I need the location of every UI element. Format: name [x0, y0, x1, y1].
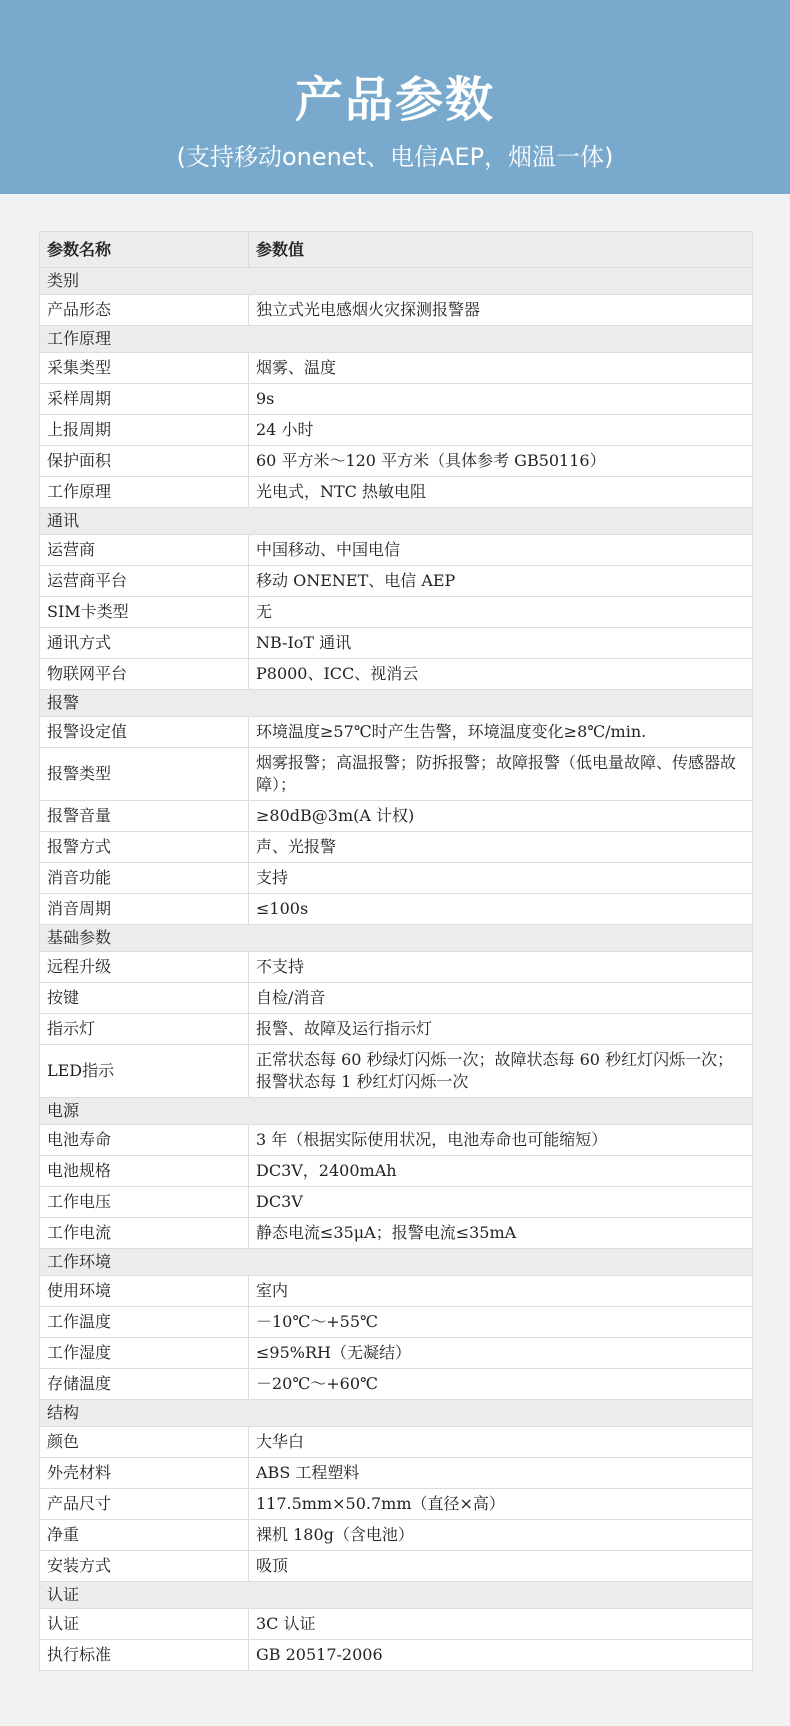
param-name: 采样周期 — [40, 384, 249, 415]
param-value: NB-IoT 通讯 — [249, 628, 753, 659]
param-value: 9s — [249, 384, 753, 415]
table-row — [40, 295, 753, 326]
param-name: 安装方式 — [40, 1551, 249, 1582]
table-row — [40, 717, 753, 748]
table-row — [40, 894, 753, 925]
param-value: 117.5mm×50.7mm（直径×高） — [249, 1489, 753, 1520]
table-row — [40, 415, 753, 446]
table-row — [40, 1014, 753, 1045]
param-value: 报警、故障及运行指示灯 — [249, 1014, 753, 1045]
table-row — [40, 1609, 753, 1640]
table-row — [40, 384, 753, 415]
table-row — [40, 566, 753, 597]
category-row — [40, 1098, 753, 1125]
table-row — [40, 477, 753, 508]
category-label: 基础参数 — [40, 925, 753, 952]
category-row — [40, 925, 753, 952]
param-value: －20℃～+60℃ — [249, 1369, 753, 1400]
param-name: 工作原理 — [40, 477, 249, 508]
table-row — [40, 535, 753, 566]
param-value: 3 年（根据实际使用状况，电池寿命也可能缩短） — [249, 1125, 753, 1156]
category-label: 工作原理 — [40, 326, 753, 353]
category-row — [40, 326, 753, 353]
param-name: 消音周期 — [40, 894, 249, 925]
page-subtitle: (支持移动onenet、电信AEP，烟温一体) — [176, 143, 614, 171]
param-value: 支持 — [249, 863, 753, 894]
param-name: 物联网平台 — [40, 659, 249, 690]
table-row — [40, 1551, 753, 1582]
table-row — [40, 863, 753, 894]
param-name: 报警设定值 — [40, 717, 249, 748]
table-row — [40, 1045, 753, 1098]
table-row — [40, 659, 753, 690]
param-value: 移动 ONENET、电信 AEP — [249, 566, 753, 597]
table-row — [40, 1276, 753, 1307]
param-name: 报警类型 — [40, 748, 249, 801]
param-value: DC3V — [249, 1187, 753, 1218]
page-header — [0, 0, 790, 194]
param-name: 按键 — [40, 983, 249, 1014]
table-row — [40, 952, 753, 983]
param-value: 光电式，NTC 热敏电阻 — [249, 477, 753, 508]
category-label: 类别 — [40, 268, 753, 295]
param-value: DC3V，2400mAh — [249, 1156, 753, 1187]
param-value: ≥80dB@3m(A 计权) — [249, 801, 753, 832]
param-name: 产品形态 — [40, 295, 249, 326]
table-row — [40, 1125, 753, 1156]
param-value: 裸机 180g（含电池） — [249, 1520, 753, 1551]
category-row — [40, 508, 753, 535]
table-row — [40, 1427, 753, 1458]
param-value: ≤100s — [249, 894, 753, 925]
param-name: 报警音量 — [40, 801, 249, 832]
param-value: 无 — [249, 597, 753, 628]
param-name: 工作温度 — [40, 1307, 249, 1338]
category-row — [40, 1582, 753, 1609]
param-name: 执行标准 — [40, 1640, 249, 1671]
param-name: LED指示 — [40, 1045, 249, 1098]
category-label: 电源 — [40, 1098, 753, 1125]
param-value: 独立式光电感烟火灾探测报警器 — [249, 295, 753, 326]
param-value: 静态电流≤35μA；报警电流≤35mA — [249, 1218, 753, 1249]
param-name: SIM卡类型 — [40, 597, 249, 628]
table-row — [40, 446, 753, 477]
param-value: 正常状态每 60 秒绿灯闪烁一次；故障状态每 60 秒红灯闪烁一次；报警状态每 1 秒红灯闪烁一次 — [249, 1045, 753, 1098]
param-value: 24 小时 — [249, 415, 753, 446]
table-row — [40, 1520, 753, 1551]
param-value: 环境温度≥57℃时产生告警，环境温度变化≥8℃/min. — [249, 717, 753, 748]
param-name: 电池规格 — [40, 1156, 249, 1187]
category-label: 通讯 — [40, 508, 753, 535]
param-name: 产品尺寸 — [40, 1489, 249, 1520]
spec-table-container — [39, 231, 752, 1671]
param-value: 吸顶 — [249, 1551, 753, 1582]
table-row — [40, 832, 753, 863]
param-name: 运营商 — [40, 535, 249, 566]
param-value: 烟雾、温度 — [249, 353, 753, 384]
param-value: 3C 认证 — [249, 1609, 753, 1640]
param-value: 烟雾报警；高温报警；防拆报警；故障报警（低电量故障、传感器故障）； — [249, 748, 753, 801]
table-row — [40, 628, 753, 659]
table-row — [40, 1458, 753, 1489]
table-header-row — [40, 232, 753, 268]
category-row — [40, 1249, 753, 1276]
param-value: 自检/消音 — [249, 983, 753, 1014]
param-value: －10℃～+55℃ — [249, 1307, 753, 1338]
param-name: 存储温度 — [40, 1369, 249, 1400]
param-value: P8000、ICC、视消云 — [249, 659, 753, 690]
table-row — [40, 748, 753, 801]
param-name: 运营商平台 — [40, 566, 249, 597]
page-title: 产品参数 — [294, 72, 495, 128]
param-name: 净重 — [40, 1520, 249, 1551]
table-row — [40, 1338, 753, 1369]
param-name: 保护面积 — [40, 446, 249, 477]
param-name: 工作湿度 — [40, 1338, 249, 1369]
table-row — [40, 801, 753, 832]
param-value: ABS 工程塑料 — [249, 1458, 753, 1489]
param-name: 报警方式 — [40, 832, 249, 863]
param-name: 远程升级 — [40, 952, 249, 983]
param-value: 大华白 — [249, 1427, 753, 1458]
param-value: 不支持 — [249, 952, 753, 983]
category-row — [40, 1400, 753, 1427]
table-row — [40, 1489, 753, 1520]
param-name: 颜色 — [40, 1427, 249, 1458]
category-label: 结构 — [40, 1400, 753, 1427]
table-row — [40, 1369, 753, 1400]
param-value: 室内 — [249, 1276, 753, 1307]
param-value: GB 20517-2006 — [249, 1640, 753, 1671]
category-row — [40, 268, 753, 295]
category-label: 报警 — [40, 690, 753, 717]
param-name: 电池寿命 — [40, 1125, 249, 1156]
table-row — [40, 1187, 753, 1218]
table-row — [40, 1218, 753, 1249]
category-label: 认证 — [40, 1582, 753, 1609]
param-name: 外壳材料 — [40, 1458, 249, 1489]
param-name: 指示灯 — [40, 1014, 249, 1045]
param-name: 工作电压 — [40, 1187, 249, 1218]
table-row — [40, 1640, 753, 1671]
param-name: 采集类型 — [40, 353, 249, 384]
table-row — [40, 353, 753, 384]
param-name: 使用环境 — [40, 1276, 249, 1307]
table-row — [40, 1307, 753, 1338]
param-name: 认证 — [40, 1609, 249, 1640]
table-body — [40, 268, 753, 1671]
table-row — [40, 1156, 753, 1187]
param-value: 60 平方米～120 平方米（具体参考 GB50116） — [249, 446, 753, 477]
param-value: 中国移动、中国电信 — [249, 535, 753, 566]
category-label: 工作环境 — [40, 1249, 753, 1276]
table-row — [40, 597, 753, 628]
column-header-value: 参数值 — [249, 232, 753, 268]
category-row — [40, 690, 753, 717]
param-name: 上报周期 — [40, 415, 249, 446]
param-value: ≤95%RH（无凝结） — [249, 1338, 753, 1369]
column-header-name: 参数名称 — [40, 232, 249, 268]
param-name: 通讯方式 — [40, 628, 249, 659]
param-value: 声、光报警 — [249, 832, 753, 863]
table-row — [40, 983, 753, 1014]
param-name: 工作电流 — [40, 1218, 249, 1249]
param-name: 消音功能 — [40, 863, 249, 894]
spec-table — [39, 231, 753, 1671]
